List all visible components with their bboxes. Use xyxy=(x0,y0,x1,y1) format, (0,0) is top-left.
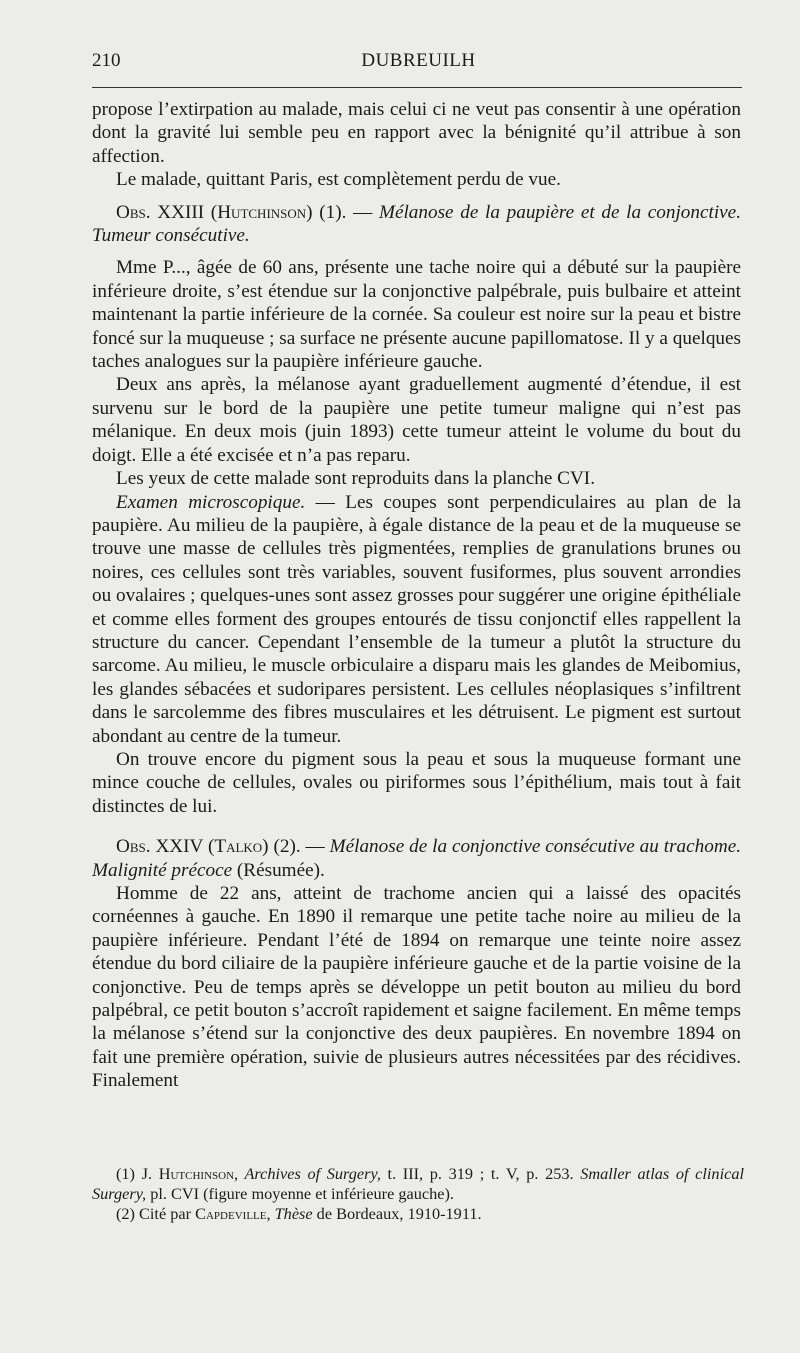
footnote-these: Thèse xyxy=(270,1204,313,1223)
footnote-atlas: Smaller atlas of clinical Surgery, xyxy=(92,1164,744,1203)
paragraph: On trouve encore du pigment sous la peau et sous la muqueuse formant une mince couche de cellules, ovales ou piriformes sous l’épithélium, mais tout à fait distinctes de lui. xyxy=(92,748,741,817)
dash: — xyxy=(346,201,379,223)
paragraph: Le malade, quittant Paris, est complètement perdu de vue. xyxy=(116,169,561,191)
header-rule xyxy=(92,87,742,88)
running-title: DUBREUILH xyxy=(361,50,476,71)
observation-heading-23 xyxy=(92,201,741,248)
observation-title: Mélanose de la paupière et de la conjonctive. Tumeur consécutive. xyxy=(92,201,741,247)
exam-label: Examen microscopique. xyxy=(116,491,306,513)
dash: — xyxy=(300,836,330,858)
footnote-1 xyxy=(92,1164,744,1204)
observation-label: Obs. XXIV (Talko) (2). xyxy=(116,836,301,858)
dash: — xyxy=(305,491,346,513)
observation-heading-24 xyxy=(92,835,741,882)
observation-label: Obs. XXIII (Hutchinson) (1). xyxy=(116,201,347,223)
running-head xyxy=(92,50,745,76)
paragraph: Deux ans après, la mélanose ayant graduellement augmenté d’étendue, il est survenu sur le bord de la paupière une petite tumeur maligne qui n’est pas mélanique. En deux mois (juin 1893) cette tumeur atteint le volume du bout du doigt. Elle a été excisée et n’a pas reparu. xyxy=(92,374,741,466)
footnotes xyxy=(92,1164,744,1224)
page-number: 210 xyxy=(92,50,121,71)
footnote-source: Archives of Surgery, xyxy=(238,1164,381,1183)
footnote-ref: t. III, p. 319 ; t. V, p. 253. xyxy=(380,1164,574,1183)
footnote-author: J. Hutchinson, xyxy=(141,1164,239,1183)
observation-suffix: (Résumée). xyxy=(232,859,325,881)
paragraph-continued: propose l’extirpation au malade, mais celui ci ne veut pas consentir à une opération dont la gravité lui semble peu en rapport avec la bénignité qu’il attribue à son affection. xyxy=(92,99,741,167)
paragraph: Mme P..., âgée de 60 ans, présente une tache noire qui a débuté sur la paupière inférieure droite, s’est étendue sur la conjonctive palpébrale, puis bulbaire et atteint maintenant la partie inférieure de la cornée. Sa couleur est noire sur la peau et bistre foncé sur la muqueuse ; sa surface ne présente aucune papillomatose. Il y a quelques taches analogues sur la paupière inférieure gauche. xyxy=(92,257,741,373)
footnote-marker: (1) xyxy=(116,1164,142,1183)
body-text xyxy=(92,98,741,1093)
exam-text: Les coupes sont perpendiculaires au plan de la paupière. Au milieu de la paupière, à égale distance de la peau et de la muqueuse se trouve une masse de cellules très pigmentées, remplies de granulations brunes ou noires, ces cellules sont très variables, souvent fusiformes, plus souvent arrondies ou ovalaires ; quelques-unes sont assez grosses pour suggérer une origine épithéliale et comme elles forment des groupes entourés de tissu conjonctif elles rappellent la structure du cancer. Cependant l’ensemble de la tumeur a plutôt la structure du sarcome. Au milieu, le muscle orbiculaire a disparu mais les glandes de Meibomius, les glandes sébacées et sudoripares persistent. Les cellules néoplasiques s’infiltrent dans le sarcolemme des fibres musculaires et les détruisent. Le pigment est surtout abondant au centre de la tumeur. xyxy=(92,491,741,747)
exam-paragraph xyxy=(92,491,741,748)
observation-title: Mélanose de la conjonctive consécutive au trachome. Malignité précoce xyxy=(92,836,742,881)
footnote-plate: pl. CVI (figure moyenne et inférieure gauche). xyxy=(146,1184,454,1203)
footnote-rest: de Bordeaux, 1910-1911. xyxy=(312,1204,482,1223)
footnote-2 xyxy=(92,1204,744,1224)
footnote-marker: (2) Cité par xyxy=(116,1204,196,1223)
footnote-author: Capdeville, xyxy=(195,1204,271,1223)
paragraph: Homme de 22 ans, atteint de trachome ancien qui a laissé des opacités cornéennes à gauche. En 1890 il remarque une petite tache noire au milieu de la paupière inférieure. Pendant l’été de 1894 on remarque une teinte noire assez étendue du bord ciliaire de la paupière inférieure gauche et de la partie voisine de la conjonctive. Peu de temps après se développe un petit bouton au milieu du bord palpébral, ce petit bouton s’accroît rapidement et saigne facilement. En même temps la mélanose s’étend sur la conjonctive des deux paupières. En novembre 1894 on fait une première opération, suivie de plusieurs autres nécessitées par des récidives. Finalement xyxy=(92,883,741,1092)
paragraph: Les yeux de cette malade sont reproduits dans la planche CVI. xyxy=(116,468,595,490)
